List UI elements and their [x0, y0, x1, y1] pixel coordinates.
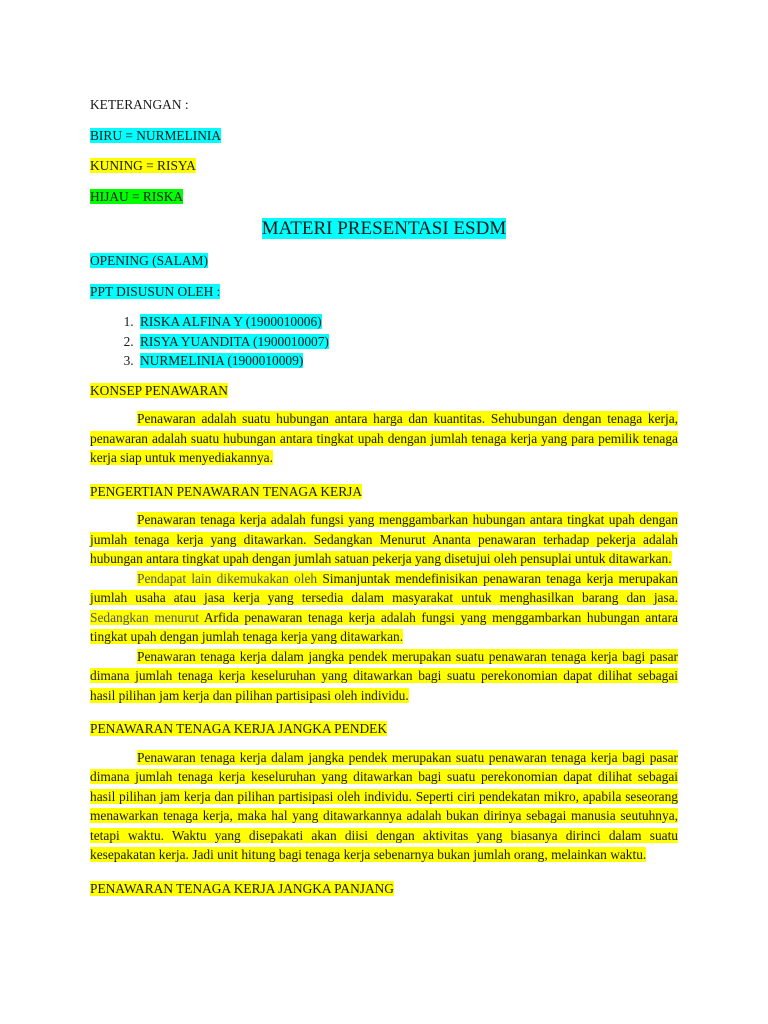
section-heading-pengertian — [90, 482, 678, 502]
section-pengertian — [90, 510, 678, 705]
paragraph-text: Sedangkan menurut — [90, 609, 199, 625]
paragraph — [90, 510, 678, 569]
paragraph — [90, 569, 678, 647]
section-pendek — [90, 748, 678, 865]
legend-item-kuning-text: KUNING = RISYA — [90, 158, 196, 173]
section-heading-text: KONSEP PENAWARAN — [90, 382, 228, 398]
paragraph-text: Pendapat lain dikemukakan oleh — [137, 570, 318, 586]
ppt-by-text: PPT DISUSUN OLEH : — [90, 283, 221, 299]
section-heading-panjang — [90, 879, 678, 899]
section-heading-text: PENAWARAN TENAGA KERJA JANGKA PENDEK — [90, 721, 388, 736]
section-konsep — [90, 409, 678, 468]
legend-item-biru — [90, 126, 678, 146]
author-list — [90, 312, 678, 371]
ppt-by-line — [90, 282, 678, 302]
opening-line — [90, 251, 678, 271]
section-heading-pendek — [90, 719, 678, 739]
author-name: RISYA YUANDITA (1900010007) — [140, 333, 329, 349]
paragraph-text: Penawaran tenaga kerja adalah fungsi yang menggambarkan hubungan antara tingkat upah dengan jumlah tenaga kerja yang ditawarkan. Sedangkan Menurut Ananta penawaran terhadap pekerja adalah hubungan antara tingkat upah dengan jumlah satuan pekerja yang disetujui oleh pensuplai untuk ditawarkan. — [90, 512, 678, 566]
section-heading-konsep — [90, 381, 678, 401]
list-item — [137, 332, 678, 352]
paragraph-text: Penawaran tenaga kerja dalam jangka pendek merupakan suatu penawaran tenaga kerja bagi pasar dimana jumlah tenaga kerja keseluruhan yang ditawarkan bagi suatu perekonomian dapat dilihat sebagai hasil pilihan jam kerja dan pilihan partisipasi oleh individu. — [90, 648, 678, 703]
paragraph-text: Arfida penawaran tenaga kerja adalah fungsi yang menggambarkan hubungan antara tingkat upah dengan jumlah tenaga kerja yang ditawarkan. — [90, 609, 679, 644]
paragraph-text: Penawaran tenaga kerja dalam jangka pendek merupakan suatu penawaran tenaga kerja bagi pasar dimana jumlah tenaga kerja keseluruhan yang ditawarkan bagi suatu perekonomian dapat dilihat sebagai hasil pilihan jam kerja dan pilihan partisipasi oleh individu. Seperti ciri pendekatan mikro, apabila seseorang menawarkan tenaga kerja, maka hal yang ditawarkannya adalah bukan dirinya sebagai manusia seutuhnya, tetapi waktu. Waktu yang disepakati akan diisi dengan aktivitas yang biasanya dirinci dalam suatu kesepakatan kerja. Jadi unit hitung bagi tenaga kerja sebenarnya bukan jumlah orang, melainkan waktu. — [90, 749, 678, 862]
legend-item-hijau-text: HIJAU = RISKA — [90, 188, 184, 204]
paragraph — [90, 748, 678, 865]
list-item — [137, 312, 678, 332]
section-heading-text: PENAWARAN TENAGA KERJA JANGKA PANJANG — [90, 880, 394, 896]
list-item — [137, 351, 678, 371]
document-title-text: MATERI PRESENTASI ESDM — [261, 218, 507, 239]
legend-item-hijau — [90, 187, 678, 207]
paragraph-text: Penawaran adalah suatu hubungan antara harga dan kuantitas. Sehubungan dengan tenaga kerja, penawaran adalah suatu hubungan antara tingkat upah dengan jumlah tenaga kerja yang para pemilik tenaga kerja siap untuk menyediakannya. — [90, 411, 678, 465]
paragraph-text: Simanjuntak mendefinisikan penawaran tenaga kerja merupakan jumlah usaha atau jasa kerja yang tersedia dalam masyarakat untuk menghasilkan barang dan jasa. — [90, 570, 678, 605]
legend-item-kuning — [90, 156, 678, 176]
opening-text: OPENING (SALAM) — [90, 253, 208, 268]
legend-title: KETERANGAN : — [90, 97, 189, 112]
author-name: RISKA ALFINA Y (1900010006) — [140, 314, 322, 329]
paragraph — [90, 647, 678, 706]
legend-item-biru-text: BIRU = NURMELINIA — [90, 127, 222, 143]
document-title — [90, 217, 678, 241]
section-heading-text: PENGERTIAN PENAWARAN TENAGA KERJA — [90, 483, 363, 499]
author-name: NURMELINIA (1900010009) — [140, 353, 304, 368]
paragraph — [90, 409, 678, 468]
